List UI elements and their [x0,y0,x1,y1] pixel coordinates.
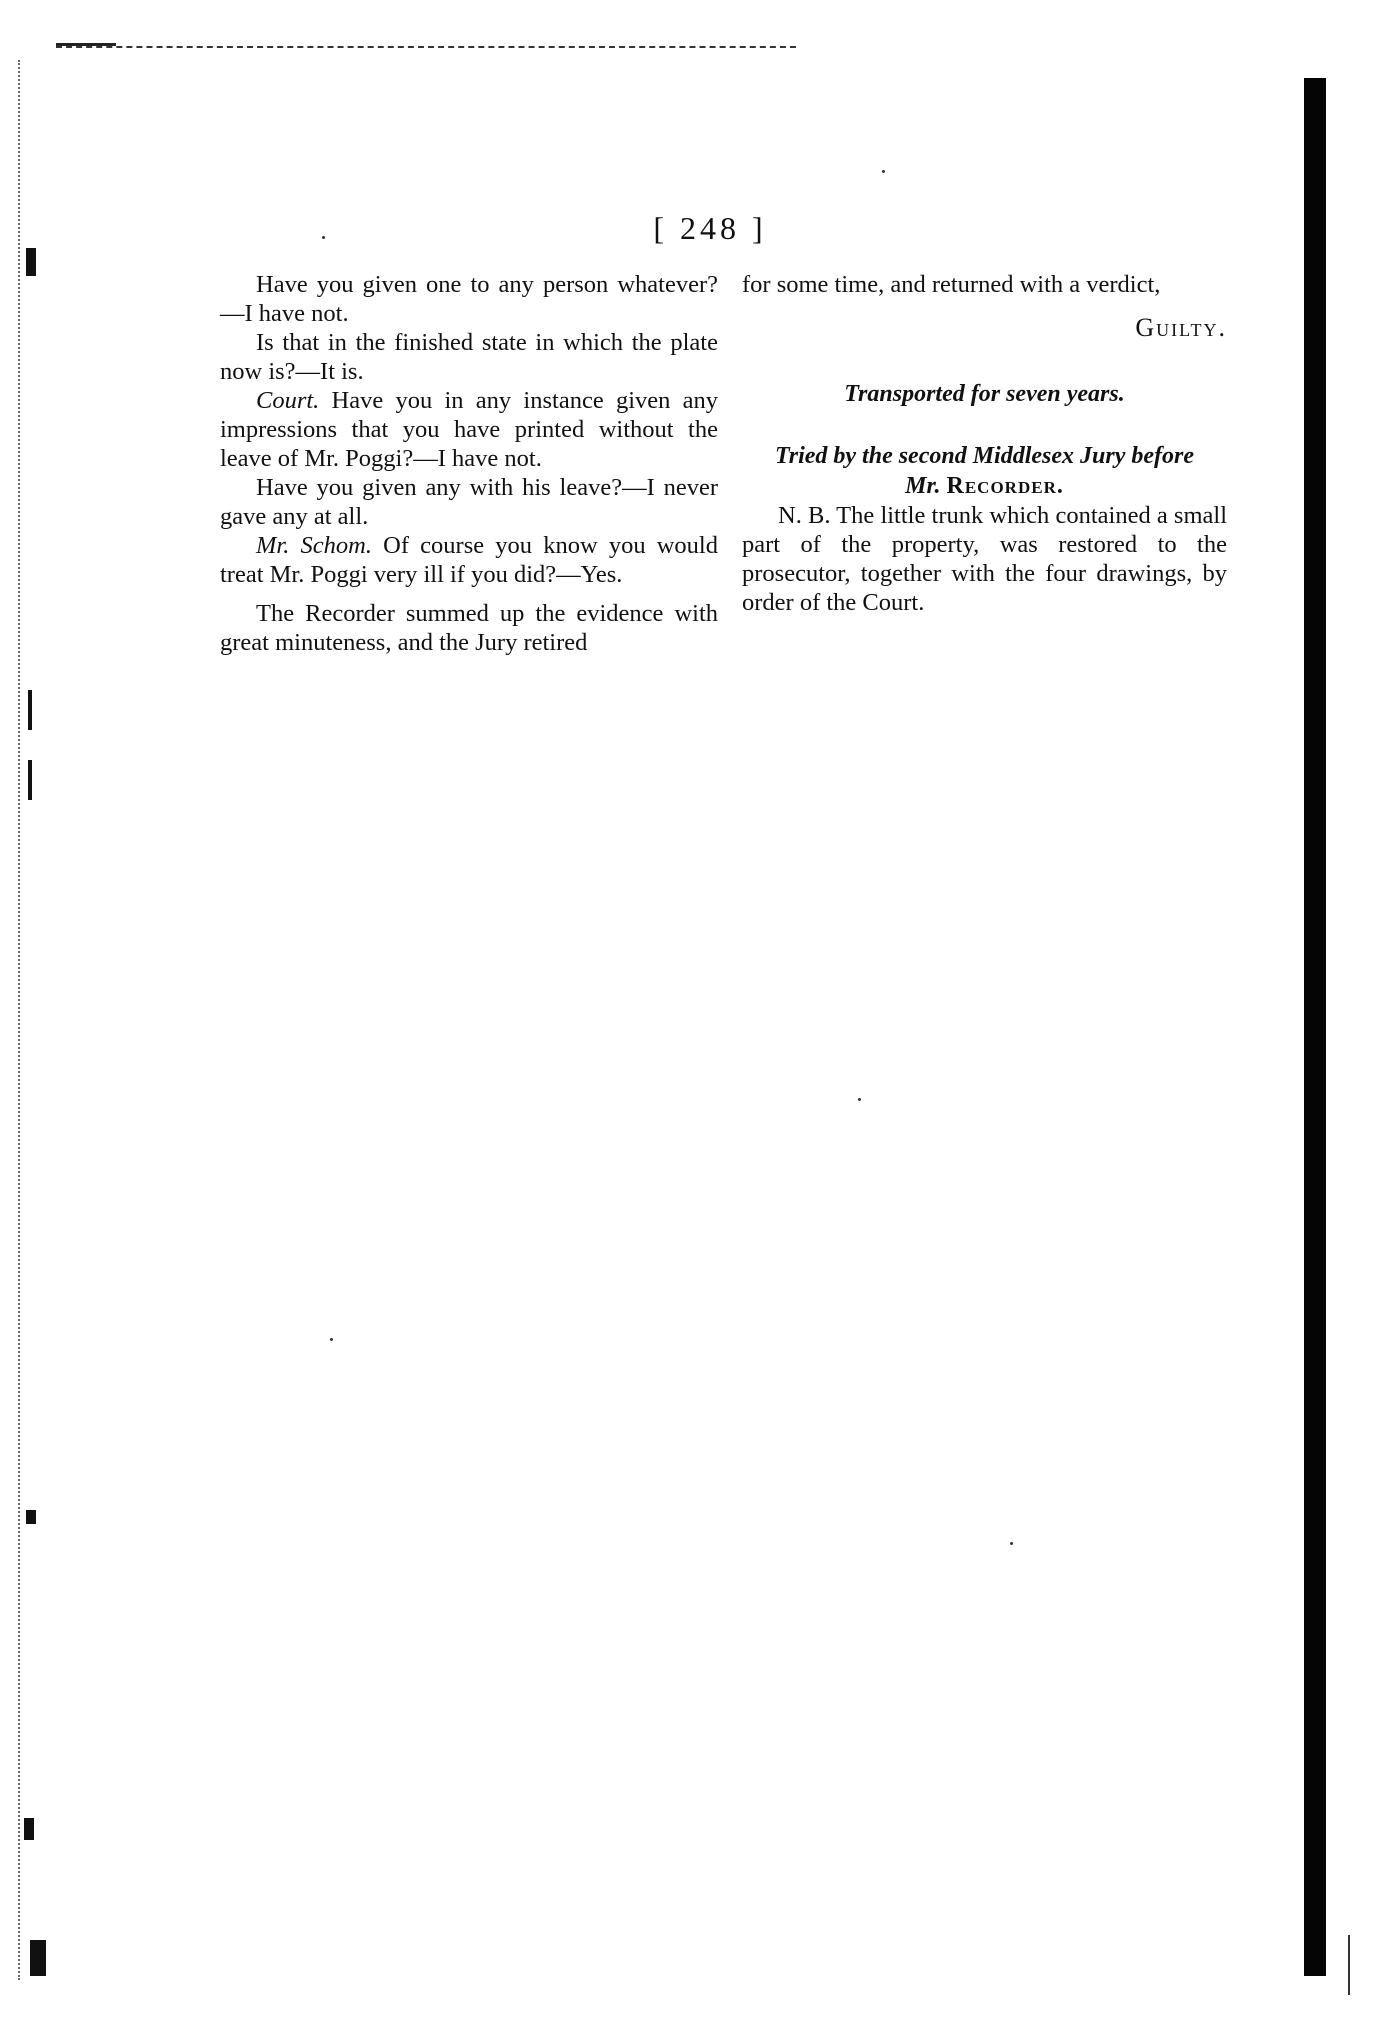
paragraph: The Recorder summed up the evidence with great minuteness, and the Jury retired [220,600,718,656]
nb-paragraph: N. B. The little trunk which contained a small part of the property, was restored to the prosecutor, together with the four drawings, by order of the Court. [742,502,1227,616]
scan-speck [322,236,325,239]
trial-judge [742,471,1227,501]
scan-left-mark [26,1510,36,1524]
speaker: Court. [256,387,320,414]
scan-speck [1010,1542,1013,1545]
paragraph: Have you given any with his leave?—I never gave any at all. [220,474,718,530]
paragraph: Have you given one to any person whatever?—I have not. [220,271,718,327]
scan-speck [330,1338,333,1341]
paragraph-text: Have you in any instance given any impressions that you have printed without the leave of Mr. Poggi?—I have not. [220,387,718,472]
judge-name: Recorder. [946,473,1064,499]
scan-left-mark [24,1818,34,1840]
scan-speck [858,1098,861,1101]
paragraph [220,386,718,473]
speaker: Mr. Schom. [256,532,372,559]
scan-right-shadow [1304,78,1326,1976]
trial-line: Tried by the second Middlesex Jury before [774,443,1195,469]
scan-speck [882,170,885,173]
paragraph-text: Of course you know you would treat Mr. Poggi very ill if you did?—Yes. [220,532,718,588]
paragraph: for some time, and returned with a verdict, [742,271,1161,298]
sentence: Transported for seven years. [844,381,1125,407]
scan-left-mark [28,690,32,730]
scan-left-mark [26,248,36,276]
trial-note [742,441,1227,501]
scan-top-edge [56,46,796,52]
judge-title: Mr. [905,473,941,499]
paragraph [220,531,718,589]
verdict: Guilty. [1135,313,1227,342]
scan-right-tick [1348,1935,1350,1995]
page-number: [ 248 ] [653,210,767,246]
scan-left-mark [28,760,32,800]
scan-left-edge [18,60,38,1980]
scan-left-mark [30,1940,46,1976]
left-column [220,270,718,657]
right-column [742,270,1227,617]
paragraph: Is that in the finished state in which the plate now is?—It is. [220,329,718,385]
